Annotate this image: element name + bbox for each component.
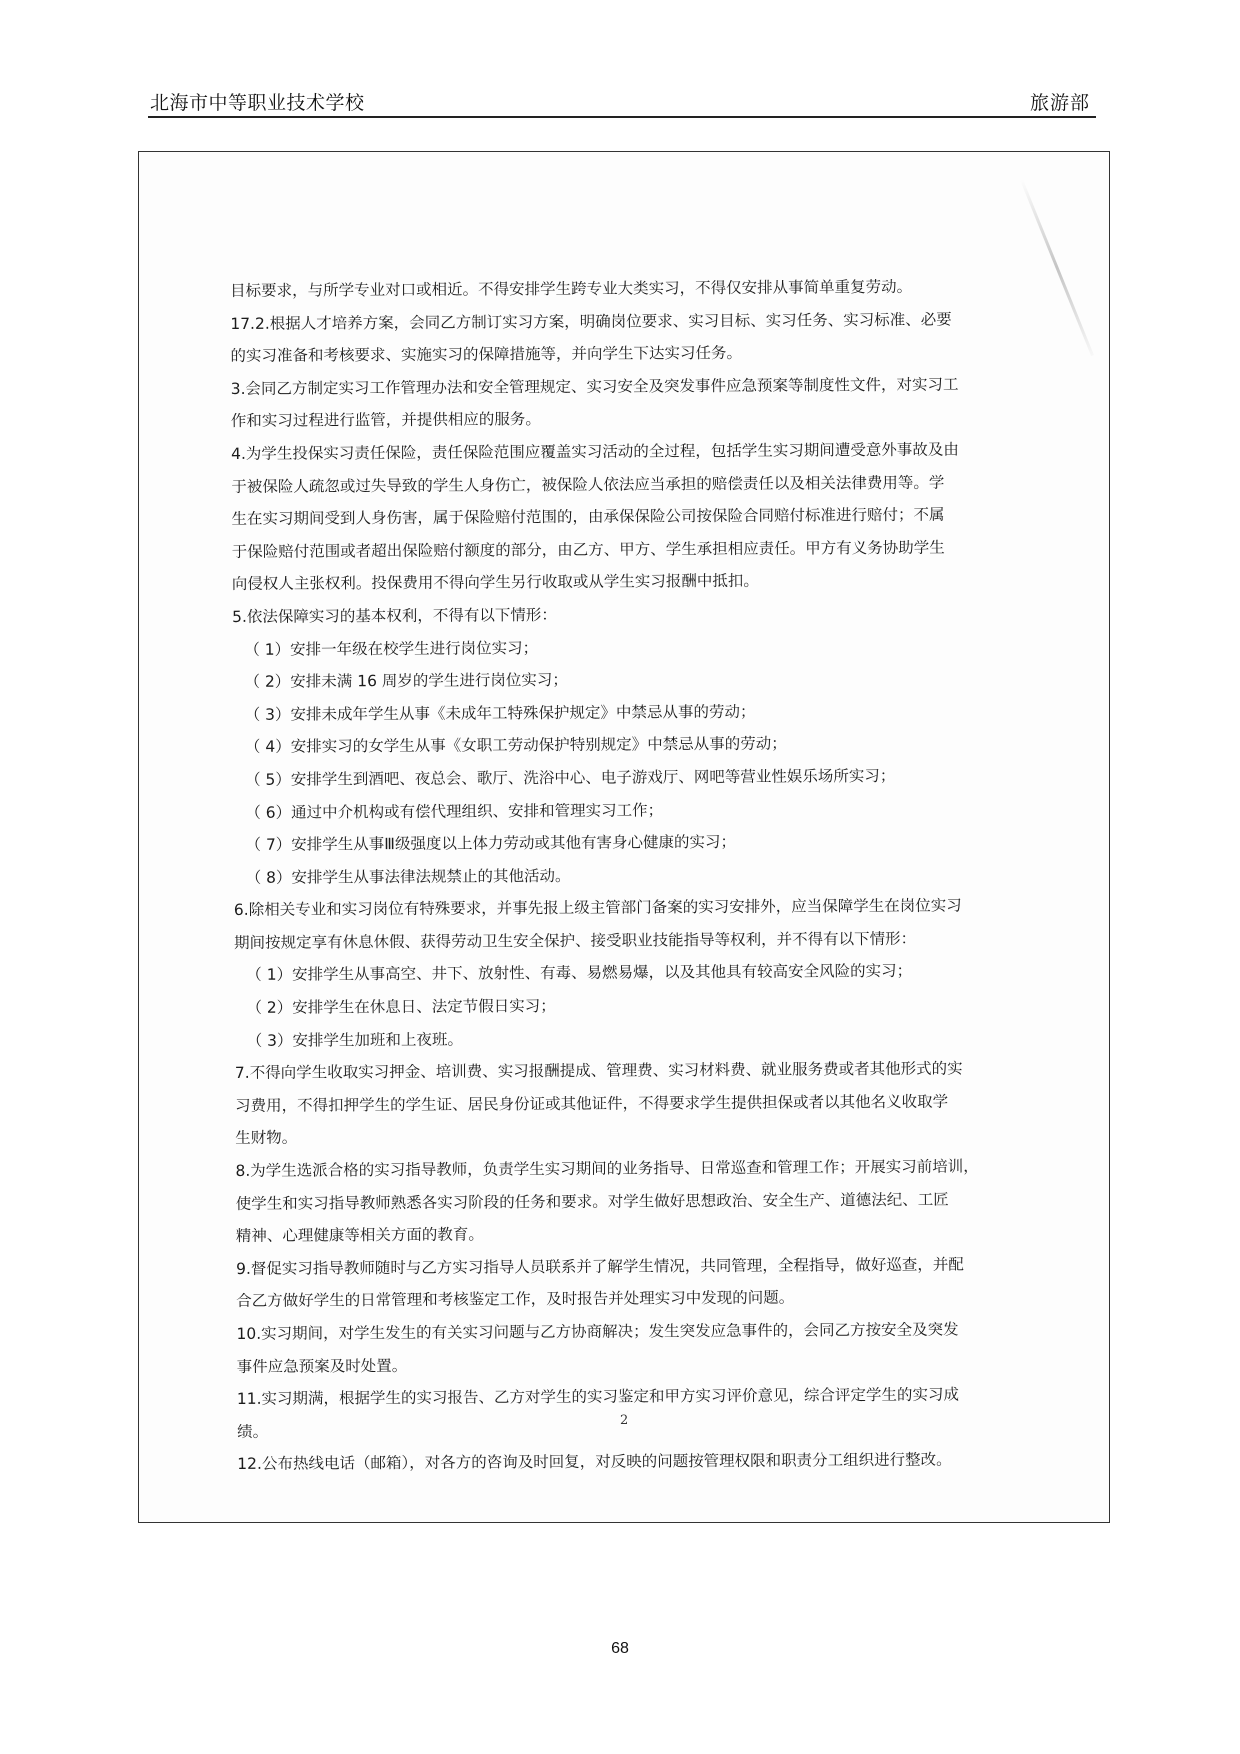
- text-line: 习费用，不得扣押学生的学生证、居民身份证或其他证件，不得要求学生提供担保或者以其他名义收取学: [235, 1092, 949, 1115]
- text-line: （ 4）安排实习的女学生从事《女职工劳动保护特别规定》中禁忌从事的劳动；: [244, 734, 787, 757]
- text-line: （ 7）安排学生从事Ⅲ级强度以上体力劳动或其他有害身心健康的实习；: [245, 833, 737, 855]
- text-line: （ 3）安排学生加班和上夜班。: [246, 1030, 464, 1050]
- document-body: [230, 270, 1027, 1481]
- text-line: （ 8）安排学生从事法律法规禁止的其他活动。: [245, 866, 571, 887]
- text-line: 生财物。: [235, 1129, 298, 1148]
- text-line: 目标要求，与所学专业对口或相近。不得安排学生跨专业大类实习，不得仅安排从事简单重复劳动。: [230, 277, 913, 300]
- text-line: 4.为学生投保实习责任保险，责任保险范围应覆盖实习活动的全过程，包括学生实习期间遭受意外事故及由: [231, 440, 959, 463]
- text-line: 生在实习期间受到人身伤害，属于保险赔付范围的，由承保保险公司按保险合同赔付标准进行赔付；不属: [231, 505, 945, 529]
- text-line: （ 1）安排一年级在校学生进行岗位实习；: [244, 638, 539, 659]
- text-line: 精神、心理健康等相关方面的教育。: [235, 1225, 484, 1246]
- text-line: 5.依法保障实习的基本权利，不得有以下情形：: [232, 605, 557, 626]
- text-line: 7.不得向学生收取实习押金、培训费、实习报酬提成、管理费、实习材料费、就业服务费或者其他形式的实: [234, 1059, 963, 1083]
- text-line: 的实习准备和考核要求、实施实习的保障措施等，并向学生下达实习任务。: [230, 344, 743, 366]
- text-line: 12.公布热线电话（邮箱），对各方的咨询及时回复，对反映的问题按管理权限和职责分工组织进行整改。: [237, 1450, 952, 1474]
- text-line: 3.会同乙方制定实习工作管理办法和安全管理规定、实习安全及突发事件应急预案等制度性文件，对实习工: [230, 375, 959, 398]
- text-line: （ 6）通过中介机构或有偿代理组织、安排和管理实习工作；: [245, 800, 664, 822]
- scanned-page-number: 2: [620, 1413, 629, 1428]
- text-line: （ 3）安排未成年学生从事《未成年工特殊保护规定》中禁忌从事的劳动；: [244, 702, 756, 724]
- text-line: （ 5）安排学生到酒吧、夜总会、歌厅、洗浴中心、电子游戏厅、网吧等营业性娱乐场所实习；: [245, 766, 896, 789]
- text-line: 于保险赔付范围或者超出保险赔付额度的部分，由乙方、甲方、学生承担相应责任。甲方有义务协助学生: [231, 538, 945, 561]
- text-line: （ 1）安排学生从事高空、井下、放射性、有毒、易燃易爆，以及其他具有较高安全风险的实习；: [246, 962, 913, 985]
- text-line: （ 2）安排未满 16 周岁的学生进行岗位实习；: [244, 671, 568, 692]
- text-line: 8.为学生选派合格的实习指导教师，负责学生实习期间的业务指导、日常巡查和管理工作；开展实习前培训，: [235, 1157, 979, 1181]
- text-line: 绩。: [237, 1422, 269, 1441]
- school-name: 北海市中等职业技术学校: [150, 92, 365, 114]
- text-line: 11.实习期满，根据学生的实习报告、乙方对学生的实习鉴定和甲方实习评价意见，综合评定学生的实习成: [236, 1385, 960, 1409]
- text-line: 期间按规定享有休息休假、获得劳动卫生安全保护、接受职业技能指导等权利，并不得有以下情形：: [234, 929, 917, 952]
- text-line: 6.除相关专业和实习岗位有特殊要求，并事先报上级主管部门备案的实习安排外，应当保障学生在岗位实习: [233, 896, 962, 920]
- text-line: 10.实习期间，对学生发生的有关实习问题与乙方协商解决；发生突发应急事件的，会同乙方按安全及突发: [236, 1320, 959, 1343]
- text-line: 9.督促实习指导教师随时与乙方实习指导人员联系并了解学生情况，共同管理，全程指导，做好巡查，并配: [236, 1255, 964, 1278]
- text-line: 向侵权人主张权利。投保费用不得向学生另行收取或从学生实习报酬中抵扣。: [231, 572, 759, 594]
- text-line: 使学生和实习指导教师熟悉各实习阶段的任务和要求。对学生做好思想政治、安全生产、道德法纪、工匠: [235, 1190, 949, 1213]
- text-line: 合乙方做好学生的日常管理和考核鉴定工作，及时报告并处理实习中发现的问题。: [236, 1288, 795, 1311]
- text-line: （ 2）安排学生在休息日、法定节假日实习；: [246, 997, 556, 1017]
- page-number: 68: [611, 1640, 629, 1657]
- department-name: 旅游部: [1029, 92, 1090, 114]
- page-header: [148, 86, 1096, 118]
- text-line: 17.2.根据人才培养方案，会同乙方制订实习方案，明确岗位要求、实习目标、实习任务、实习标准、必要: [230, 310, 952, 333]
- text-line: 事件应急预案及时处置。: [236, 1356, 408, 1376]
- text-line: 于被保险人疏忽或过失导致的学生人身伤亡，被保险人依法应当承担的赔偿责任以及相关法律费用等。学: [231, 473, 945, 496]
- text-line: 作和实习过程进行监管，并提供相应的服务。: [230, 410, 541, 431]
